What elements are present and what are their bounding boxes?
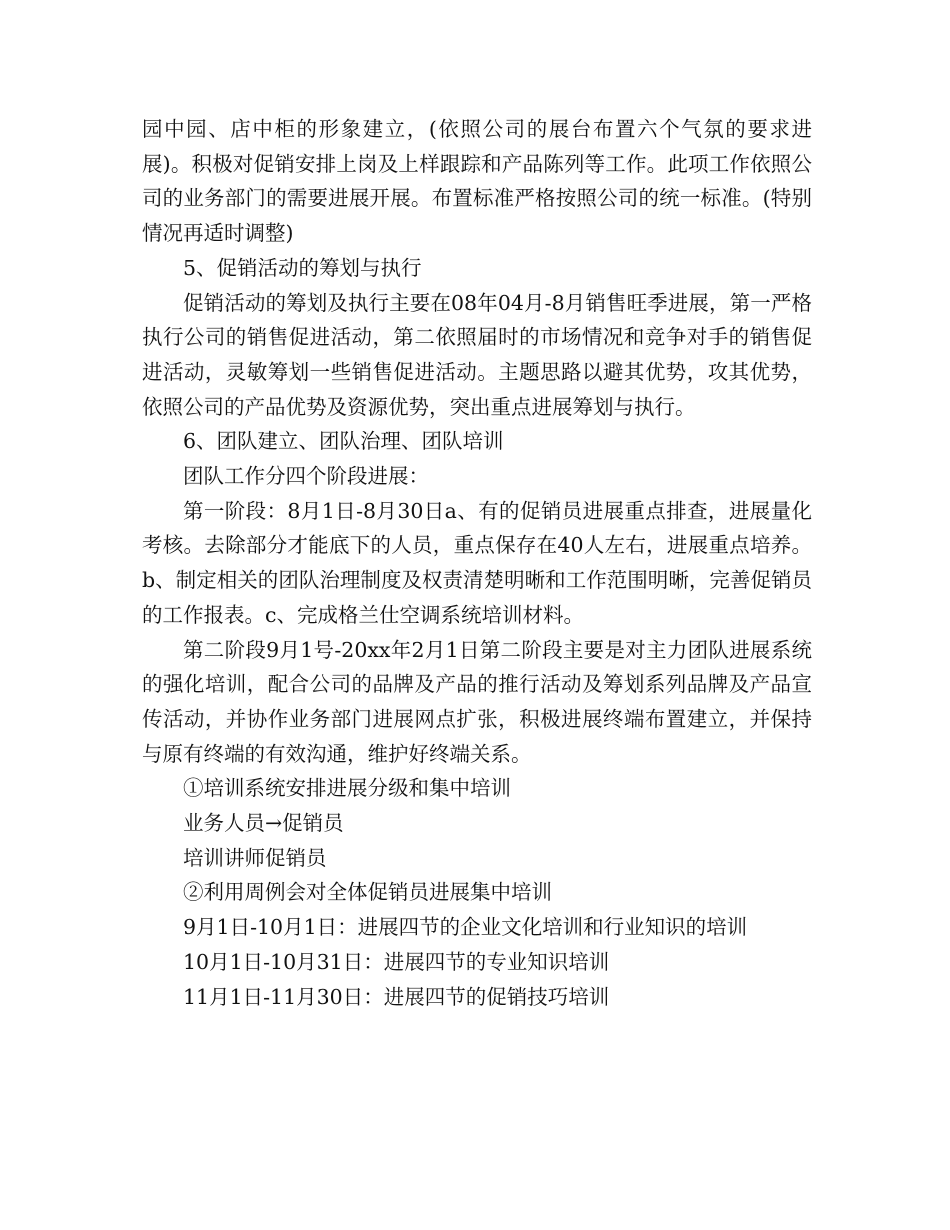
paragraph-stage-two: 第二阶段9月1号-20xx年2月1日第二阶段主要是对主力团队进展系统的强化培训，配合公司的品牌及产品的推行活动及筹划系列品牌及产品宣传活动，并协作业务部门进展网点扩张，积极进展终端布置建立，并保持与原有终端的有效沟通，维护好终端关系。 — [142, 637, 812, 766]
paragraph-stage-one: 第一阶段：8月1日-8月30日a、有的促销员进展重点排查，进展量化考核。去除部分才能底下的人员，重点保存在40人左右，进展重点培养。b、制定相关的团队治理制度及权责清楚明晰和工作范围明晰，完善促销员的工作报表。c、完成格兰仕空调系统培训材料。 — [142, 498, 812, 627]
list-item-training-system: ①培训系统安排进展分级和集中培训 — [183, 776, 511, 801]
list-item-sales-to-promoter: 业务人员→促销员 — [183, 811, 344, 836]
heading-team-building: 6、团队建立、团队治理、团队培训 — [183, 429, 504, 454]
paragraph-store-image: 园中园、店中柜的形象建立，(依照公司的展台布置六个气氛的要求进展)。积极对促销安排上岗及上样跟踪和产品陈列等工作。此项工作依照公司的业务部门的需要进展开展。布置标准严格按照公司的统一标准。(特别情况再适时调整) — [142, 117, 812, 246]
list-item-weekly-meeting: ②利用周例会对全体促销员进展集中培训 — [183, 880, 552, 905]
paragraph-team-stages-intro: 团队工作分四个阶段进展： — [183, 464, 429, 489]
schedule-item-september: 9月1日-10月1日：进展四节的企业文化培训和行业知识的培训 — [183, 915, 748, 940]
document-body — [142, 112, 812, 1014]
list-item-trainer-promoter: 培训讲师促销员 — [183, 845, 327, 870]
paragraph-promotion-planning: 促销活动的筹划及执行主要在08年04月-8月销售旺季进展，第一严格执行公司的销售促进活动，第二依照届时的市场情况和竞争对手的销售促进活动，灵敏筹划一些销售促进活动。主题思路以避其优势，攻其优势，依照公司的产品优势及资源优势，突出重点进展筹划与执行。 — [142, 290, 812, 419]
schedule-item-october: 10月1日-10月31日：进展四节的专业知识培训 — [183, 949, 610, 974]
schedule-item-november: 11月1日-11月30日：进展四节的促销技巧培训 — [183, 984, 610, 1009]
heading-promotion-planning: 5、促销活动的筹划与执行 — [183, 255, 422, 280]
